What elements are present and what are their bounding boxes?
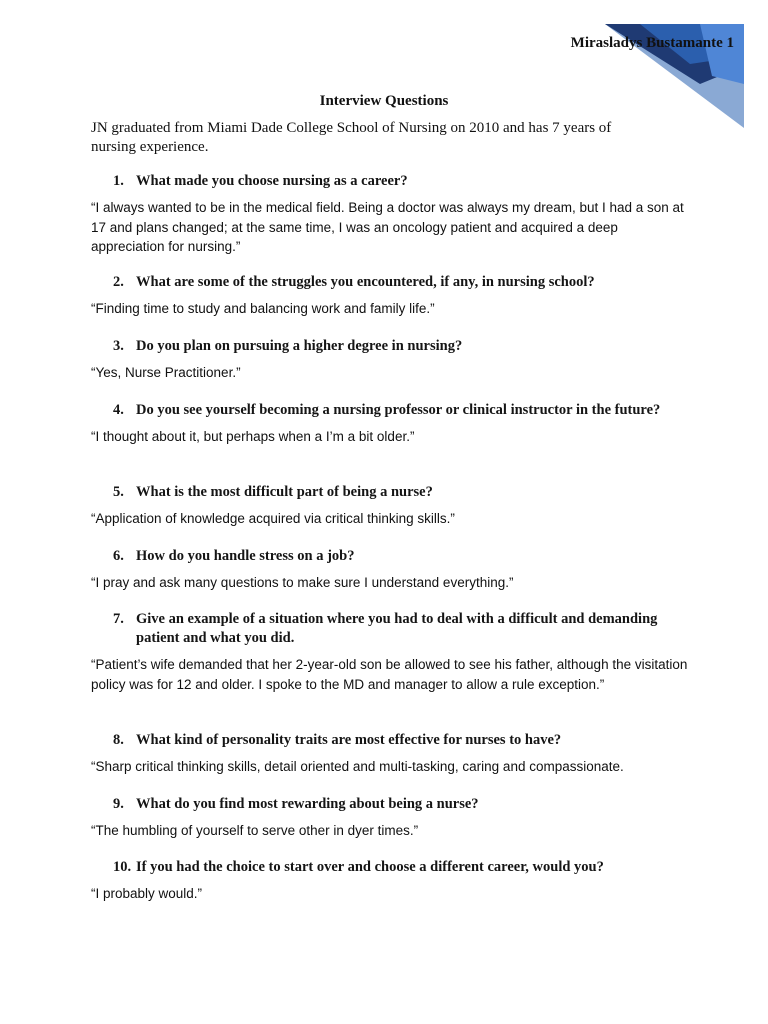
question-number: 6. — [113, 548, 124, 564]
question-number: 4. — [113, 402, 124, 418]
header-author-page: Mirasladys Bustamante 1 — [570, 35, 734, 51]
document-title: Interview Questions — [319, 93, 449, 109]
question — [91, 610, 691, 648]
answer: “Patient’s wife demanded that her 2-year-old son be allowed to see his father, although the visitation policy was for 12 and older. I spoke to the MD and manager to allow a rule exception.” — [91, 657, 688, 692]
answer: “Yes, Nurse Practitioner.” — [91, 365, 241, 380]
question — [91, 337, 691, 356]
question-number: 8. — [113, 732, 124, 748]
qa-item-8 — [91, 731, 691, 777]
qa-item-10 — [91, 858, 691, 904]
question-text: Give an example of a situation where you had to deal with a difficult and demanding patient and what you did. — [136, 611, 658, 646]
question — [91, 731, 691, 750]
question-text: Do you see yourself becoming a nursing professor or clinical instructor in the future? — [136, 402, 661, 418]
answer: “Finding time to study and balancing work and family life.” — [91, 301, 435, 316]
answer: “I always wanted to be in the medical field. Being a doctor was always my dream, but I had a son at 17 and plans changed; at the same time, I was an oncology patient and acquired a deep appreciation for nursing.” — [91, 200, 684, 254]
question-number: 10. — [113, 859, 132, 875]
question-text: What is the most difficult part of being a nurse? — [136, 484, 433, 500]
qa-item-5 — [91, 483, 691, 529]
answer: “I pray and ask many questions to make sure I understand everything.” — [91, 575, 514, 590]
question — [91, 547, 691, 566]
question-text: Do you plan on pursuing a higher degree in nursing? — [136, 338, 463, 354]
question-number: 9. — [113, 796, 124, 812]
qa-item-9 — [91, 795, 691, 841]
question-text: What kind of personality traits are most effective for nurses to have? — [136, 732, 562, 748]
qa-item-1 — [91, 172, 691, 257]
intro-paragraph: JN graduated from Miami Dade College School of Nursing on 2010 and has 7 years of nursing experience. — [91, 120, 612, 155]
answer: “I probably would.” — [91, 886, 203, 901]
qa-item-6 — [91, 547, 691, 593]
question — [91, 401, 691, 420]
qa-item-3 — [91, 337, 691, 383]
answer: “Application of knowledge acquired via critical thinking skills.” — [91, 511, 455, 526]
question-number: 5. — [113, 484, 124, 500]
question — [91, 795, 691, 814]
qa-item-4 — [91, 401, 691, 447]
answer: “The humbling of yourself to serve other in dyer times.” — [91, 823, 419, 838]
question-text: If you had the choice to start over and choose a different career, would you? — [136, 859, 604, 875]
question-text: What made you choose nursing as a career? — [136, 173, 408, 189]
question — [91, 172, 691, 191]
qa-item-7 — [91, 610, 691, 694]
qa-item-2 — [91, 273, 691, 319]
question — [91, 273, 691, 292]
question-number: 1. — [113, 173, 124, 189]
answer: “I thought about it, but perhaps when a I’m a bit older.” — [91, 429, 415, 444]
question-number: 3. — [113, 338, 124, 354]
question-text: What do you find most rewarding about being a nurse? — [136, 796, 479, 812]
question-number: 2. — [113, 274, 124, 290]
question-number: 7. — [113, 611, 124, 627]
question — [91, 483, 691, 502]
answer: “Sharp critical thinking skills, detail oriented and multi-tasking, caring and compassionate. — [91, 759, 624, 774]
question — [91, 858, 691, 877]
question-text: What are some of the struggles you encountered, if any, in nursing school? — [136, 274, 595, 290]
question-text: How do you handle stress on a job? — [136, 548, 355, 564]
